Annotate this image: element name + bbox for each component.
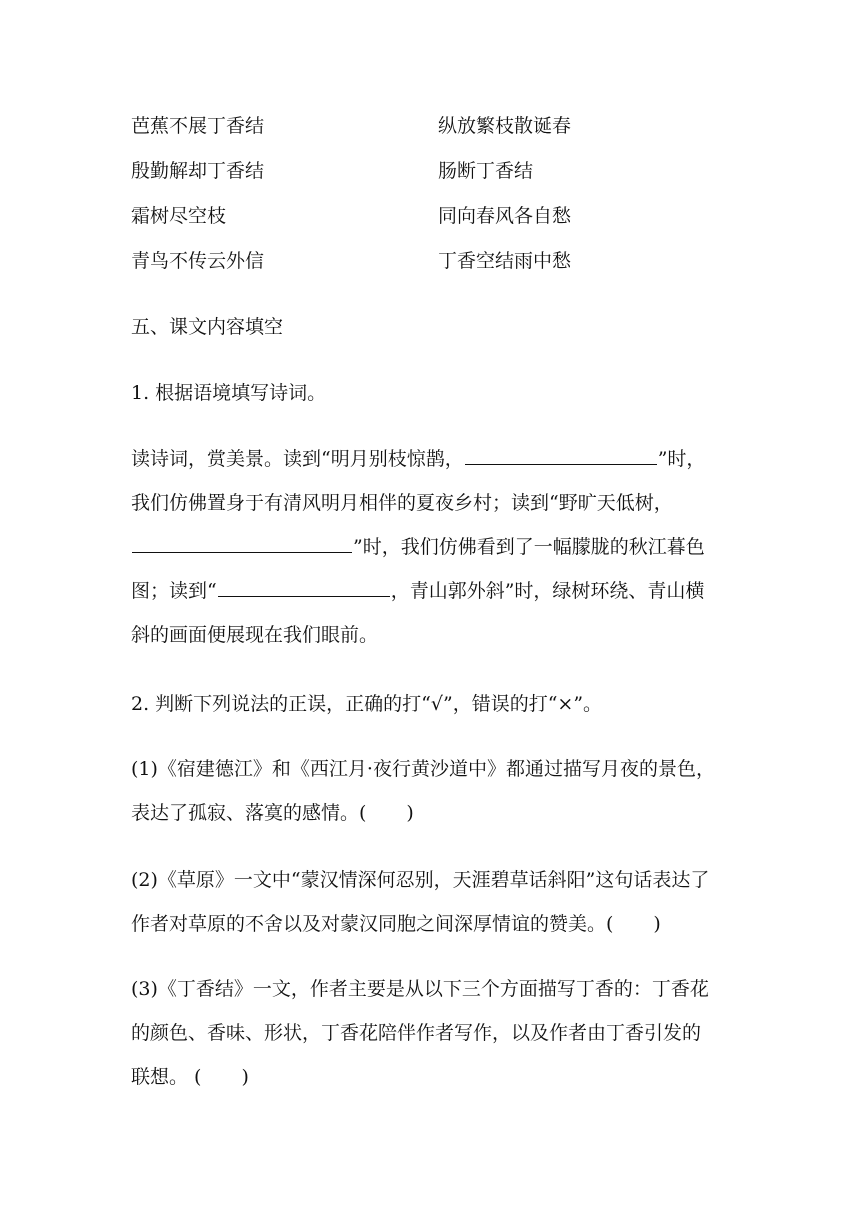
question-2-item-1 xyxy=(131,747,741,835)
q2-text: ) xyxy=(406,802,414,824)
q2-line: (3)《丁香结》一文，作者主要是从以下三个方面描写丁香的：丁香花 xyxy=(131,978,709,1000)
q2-line: (2)《草原》一文中“蒙汉情深何忍别，天涯碧草话斜阳”这句话表达了 xyxy=(131,869,710,891)
question-2-item-2 xyxy=(131,858,741,946)
section-five-title: 五、课文内容填空 xyxy=(131,316,284,338)
q1-text: ”时， xyxy=(657,448,706,470)
q1-line xyxy=(131,437,741,481)
poem-row xyxy=(131,156,731,201)
answer-blank-2[interactable] xyxy=(132,532,352,553)
question-1-title: 1. 根据语境填写诗词。 xyxy=(131,382,327,404)
q2-text: 作者对草原的不舍以及对蒙汉同胞之间深厚情谊的赞美。( xyxy=(131,913,614,935)
question-2-title: 2. 判断下列说法的正误，正确的打“√”，错误的打“×”。 xyxy=(131,693,603,715)
q1-text: 读诗词，赏美景。读到“明月别枝惊鹊， xyxy=(131,448,464,470)
poem-left-item: 芭蕉不展丁香结 xyxy=(131,115,265,137)
poem-right-item: 纵放繁枝散诞春 xyxy=(438,115,572,137)
q2-line xyxy=(131,791,741,835)
poem-left-item: 殷勤解却丁香结 xyxy=(131,160,265,182)
poem-right-item: 肠断丁香结 xyxy=(438,160,534,182)
poem-matching-grid xyxy=(131,111,731,291)
poem-row xyxy=(131,201,731,246)
q1-line xyxy=(131,525,741,569)
answer-blank-3[interactable] xyxy=(218,576,390,597)
poem-row xyxy=(131,111,731,156)
q2-text: 表达了孤寂、落寞的感情。( xyxy=(131,802,367,824)
question-2-item-3 xyxy=(131,967,741,1099)
q1-line xyxy=(131,569,741,613)
answer-blank-1[interactable] xyxy=(465,444,657,465)
q2-line xyxy=(131,1055,741,1099)
q2-line: (1)《宿建德江》和《西江月·夜行黄沙道中》都通过描写月夜的景色， xyxy=(131,758,715,780)
q1-line: 我们仿佛置身于有清风明月相伴的夏夜乡村；读到“野旷天低树， xyxy=(131,492,673,514)
poem-left-item: 霜树尽空枝 xyxy=(131,205,227,227)
q1-text: ”时，我们仿佛看到了一幅朦胧的秋江暮色 xyxy=(353,536,705,558)
q2-line xyxy=(131,902,741,946)
q2-text: ) xyxy=(241,1066,249,1088)
q1-text: 图；读到“ xyxy=(131,580,217,602)
poem-row xyxy=(131,246,731,291)
q2-text: ) xyxy=(653,913,661,935)
poem-right-item: 同向春风各自愁 xyxy=(438,205,572,227)
q2-text: 联想。 ( xyxy=(131,1066,202,1088)
q1-line: 斜的画面便展现在我们眼前。 xyxy=(131,624,379,646)
q2-line: 的颜色、香味、形状，丁香花陪伴作者写作，以及作者由丁香引发的 xyxy=(131,1022,702,1044)
poem-left-item: 青鸟不传云外信 xyxy=(131,250,265,272)
q1-text: ，青山郭外斜”时，绿树环绕、青山横 xyxy=(390,580,705,602)
poem-right-item: 丁香空结雨中愁 xyxy=(438,250,572,272)
question-1-body xyxy=(131,437,741,657)
